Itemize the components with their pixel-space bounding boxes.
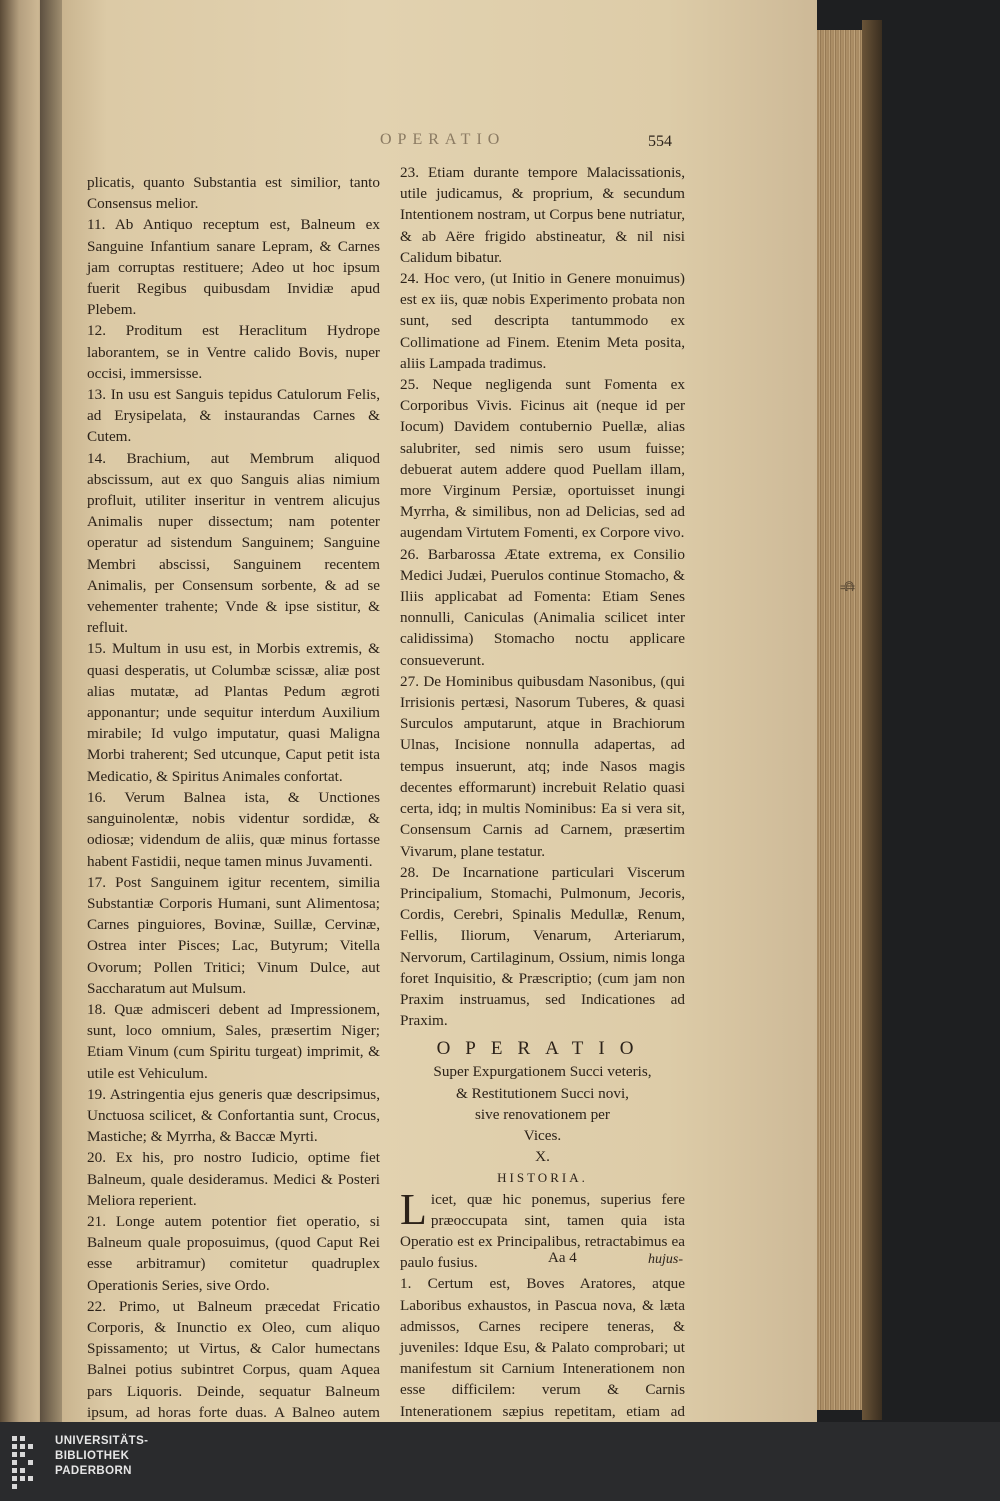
section-subtitle-line: sive renovationem per [475,1105,610,1123]
section-subtitle-line: Vices. [523,1126,562,1144]
section-subtitle-line: & Restitutionem Succi novi, [456,1084,629,1102]
library-footer [0,1422,1000,1501]
paragraph: 20. Ex his, pro nostro Iudicio, optime fiet Balneum, quale desideramus. Medici & Posteri Meliora reperient. [87,1149,380,1209]
paragraph: 21. Longe autem potentior fiet operatio, si Balneum quale proposuimus, (quod Caput Rei esse arbitramur) comitetur quadruplex Operationis Series, sive Ordo. [87,1212,380,1294]
library-name-line: PADERBORN [55,1465,132,1477]
paragraph: 13. In usu est Sanguis tepidus Catulorum Felis, ad Erysipelata, & instaurandas Carnes & Cutem. [87,386,380,446]
running-head: OPERATIO [380,131,506,148]
paragraph: 23. Etiam durante tempore Malacissationis, utile judicamus, & proprium, & secundum Intentionem nostram, ut Corpus bene nutriatur, & ab Aëre frigido abstineatur, & nil nisi Calidum bibatur. [400,164,685,266]
paragraph: 28. De Incarnatione particulari Viscerum Principalium, Stomachi, Pulmonum, Jecoris, Cordis, Cerebri, Spinalis Medullæ, Renum, Fellis, Iliorum, Venarum, Arteriarum, Nervorum, Cartilaginum, Ossium, nimis longa foret Inquisitio, & Præscriptio; (cum jam non Praxim instruamus, sed Indicationes ad Praxim. [400,863,685,1030]
paragraph: 15. Multum in usu est, in Morbis extremis, & quasi desperatis, ut Columbæ scissæ, aliæ post alias mutatæ, ad Plantas Pedum ægroti apponantur; unde sequitur interdum Auxilium mirabile; Id vulgo imputatur, quasi Maligna Morbi traherent; Sed utcunque, Caput petit ista Medicatio, & Spiritus Animales confortat. [87,640,380,785]
paragraph: 25. Neque negligenda sunt Fomenta ex Corporibus Vivis. Ficinus ait (neque id per Iocum) Davidem contubernio Puellæ, alias salubriter, sed nimis sero usum fuisse; debuerat autem addere quod Puellam illam, more Virginum Persiæ, oportuisset inungi Myrrha, & similibus, non ad Delicias, sed ad augendam Virtutem Fomenti, ex Corpore vivo. [400,376,685,542]
historia-intro [400,1184,685,1274]
paragraph: 19. Astringentia ejus generis quæ descripsimus, Unctuosa scilicet, & Confortantia sunt, Crocus, Mastiche; & Myrrha, & Baccæ Myrti. [87,1085,380,1146]
library-name-line: BIBLIOTHEK [55,1450,130,1462]
paragraph: 24. Hoc vero, (ut Initio in Genere monuimus) est ex iis, quæ nobis Experimento probata non sunt, sed descripta tantummodo ex Collimatione ad Finem. Etenim Meta posita, aliis Lampada tradimus. [400,270,685,372]
historia-heading: HISTORIA. [497,1170,588,1186]
paragraph: 22. Primo, ut Balneum præcedat Fricatio Corporis, & Inunctio ex Oleo, cum aliquo Spissamento; ut Virtus, & Calor humectans Balnei potius subintret Corpus, quam Aquea pars Liquoris. Deinde, sequatur Balneum ipsum, ad horas forte duas. A Balneo autem [87,1297,380,1421]
paragraph: plicatis, quanto Substantia est similior, tanto Consensus melior. [87,174,380,213]
paragraph: 16. Verum Balnea ista, & Unctiones sanguinolentæ, nobis videntur sordidæ, & odiosæ; videndum de aliis, quæ minus fortasse habent Fastidii, neque tamen minus Juvamenti. [87,788,380,870]
paragraph: 18. Quæ admisceri debent ad Impressionem, sunt, loco omnium, Sales, præsertim Niger; Etiam Vinum (cum Spiritu turgeat) imprimit, & utile est Vehiculum. [87,1000,380,1082]
paragraph: 14. Brachium, aut Membrum aliquod abscissum, aut ex quo Sanguis alias nimium profluit, utiliter inseritur in ventrem alicujus Animalis nuper dissectum; nam potenter operatur ad sistendum Sanguinem; Sanguine Membri abscissi, Sanguinem recentem Animalis, per Consensum sorbente, & ad se vehementer trahente; Vnde & ipse sistitur, & refluit. [87,449,380,637]
paragraph: 1. Certum est, Boves Aratores, atque Laboribus exhaustos, in Pascua nova, & læta admissos, Carnes recipere teneras, & juveniles: Idque Esu, & Palato comprobari; ut manifestum sit Carnium Intenerationem non esse difficilem: verum & Carnis Intenerationem sæpius repetitam, etiam ad [400,1275,685,1420]
signature-mark: Aa 4 [548,1250,577,1266]
paragraph: 11. Ab Antiquo receptum est, Balneum ex Sanguine Infantium sanare Lepram, & Carnes jam corruptas restituere; Adeo ut hoc ipsum fuerit Regibus quibusdam Invidiæ apud Plebem. [87,216,380,319]
margin-mark: ⸿ [838,580,856,592]
library-logo-icon [10,1432,46,1492]
drop-capital: L [400,1184,427,1234]
section-numeral: X. [535,1148,550,1166]
library-name-line: UNIVERSITÄTS- [55,1435,149,1447]
page-number: 554 [648,133,672,150]
paragraph: 26. Barbarossa Ætate extrema, ex Consilio Medici Judæi, Puerulos continue Stomacho, & Iliis applicabat ad Fomenta: Etiam Senes nonnulli, Caniculas (Animalia scilicet inter calidissima) Stomacho noctu applicare consueverunt. [400,545,685,669]
section-heading: OPERATIO [436,1038,649,1060]
page-block-edges [810,30,870,1410]
library-name [55,1434,148,1479]
historia-intro-text: icet, quæ hic ponemus, superius fere præoccupata sint, tamen quia ista Operatio est ex Principalibus, retractabimus ea paulo fusius. [400,1190,685,1272]
paragraph: 17. Post Sanguinem igitur recentem, similia Substantiæ Corporis Humani, sunt Alimentosa; Carnes pinguiores, Bovinæ, Suillæ, Cervinæ, Ostrea inter Pisces; Lac, Butyrum; Vitella Ovorum; Pollen Tritici; Vinum Dulce, aut Saccharatum aut Mulsum. [87,873,380,997]
catchword: hujus- [648,1252,683,1267]
book-cover-edge [862,20,882,1420]
paragraph: 12. Proditum est Heraclitum Hydrope laborantem, se in Ventre calido Bovis, nuper occisi, immersisse. [87,322,380,382]
paragraph: 27. De Hominibus quibusdam Nasonibus, (qui Irrisionis pertæsi, Nasorum Tuberes, & quasi Surculos amputarunt, atque in Brachiorum Ulnas, Incisione nonnulla adapertas, ad tempus insuerunt, atq; inde Nasos magis decentes efformarunt) increbuit Relatio quasi certa, idq; in multis Nominibus: Ea si vera sit, Consensum Carnis ad Carnem, præsertim Vivarum, plane testatur. [400,672,685,860]
right-text-column [400,162,685,1422]
left-text-column [87,172,380,1422]
section-subtitle-line: Super Expurgationem Succi veteris, [433,1063,652,1081]
